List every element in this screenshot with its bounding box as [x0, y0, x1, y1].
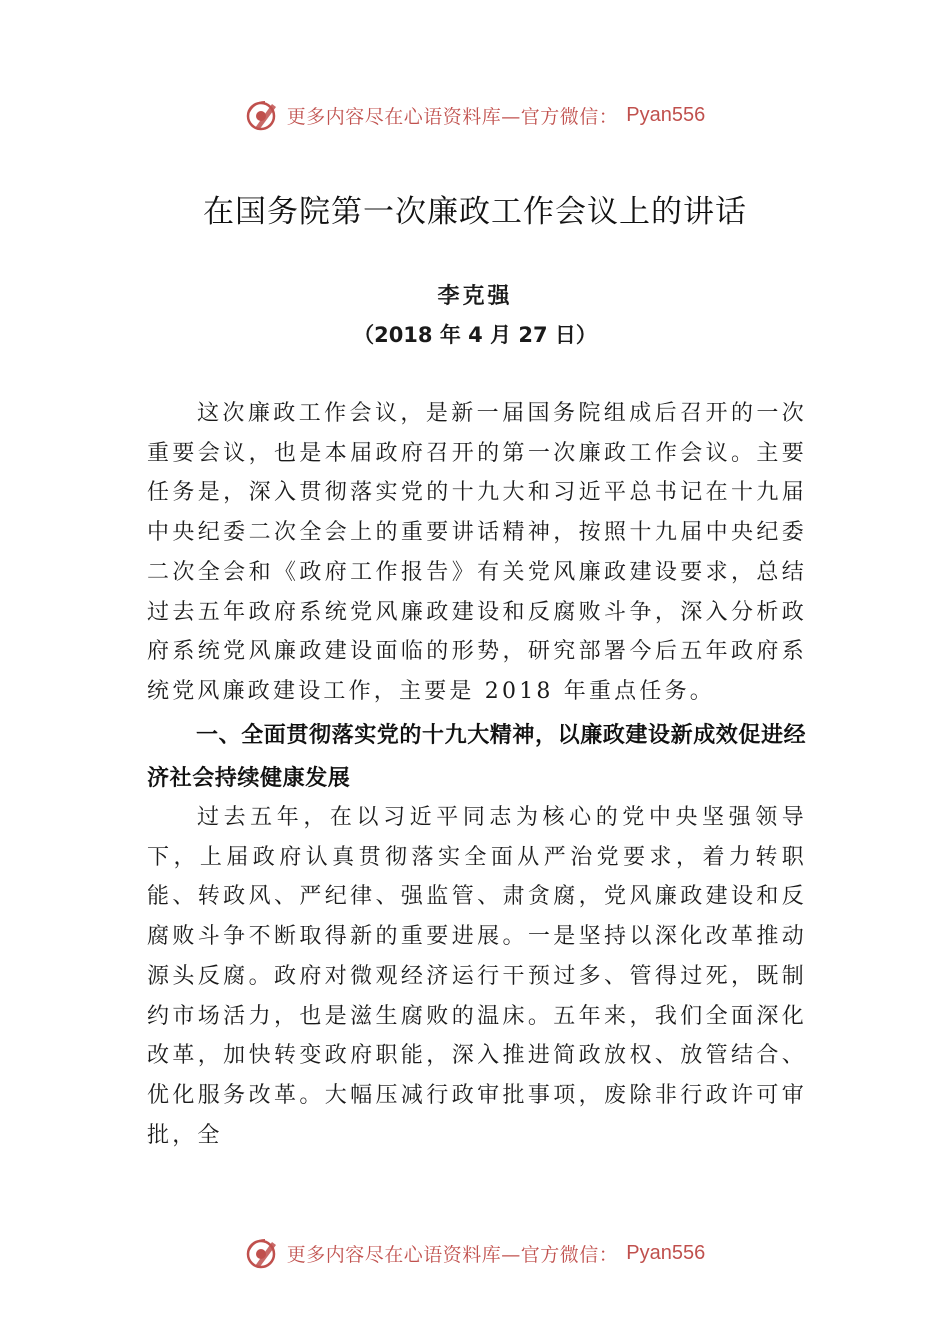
brush-logo-icon [245, 1236, 279, 1270]
footer-watermark-banner [0, 1231, 950, 1275]
watermark-text: 更多内容尽在心语资料库—官方微信： [286, 1243, 619, 1266]
brush-logo-icon [245, 98, 279, 132]
section-heading-1: 一、全面贯彻落实党的十九大精神，以廉政建设新成效促进经济社会持续健康发展 [147, 723, 807, 791]
document-date: （2018 年 4 月 27 日） [353, 323, 597, 347]
header-watermark-banner [0, 93, 950, 137]
paragraph-section-1: 过去五年，在以习近平同志为核心的党中央坚强领导下，上届政府认真贯彻落实全面从严治党要求，着力转职能、转政风、严纪律、强监管、肃贪腐，党风廉政建设和反腐败斗争不断取得新的重要进展。一是坚持以深化改革推动源头反腐。政府对微观经济运行干预过多、管得过死，既制约市场活力，也是滋生腐败的温床。五年来，我们全面深化改革，加快转变政府职能，深入推进简政放权、放管结合、优化服务改革。大幅压减行政审批事项，废除非行政许可审批，全 [147, 805, 807, 1148]
watermark-wechat-id: Pyan556 [626, 1241, 706, 1264]
paragraph-intro: 这次廉政工作会议，是新一届国务院组成后召开的一次重要会议，也是本届政府召开的第一次廉政工作会议。主要任务是，深入贯彻落实党的十九大和习近平总书记在十九届中央纪委二次全会上的重要讲话精神，按照十九届中央纪委二次全会和《政府工作报告》有关党风廉政建设要求，总结过去五年政府系统党风廉政建设和反腐败斗争，深入分析政府系统党风廉政建设面临的形势，研究部署今后五年政府系统党风廉政建设工作，主要是 2018 年重点任务。 [147, 401, 807, 704]
watermark-text: 更多内容尽在心语资料库—官方微信： [286, 105, 619, 128]
document-title: 在国务院第一次廉政工作会议上的讲话 [203, 194, 747, 230]
document-author: 李克强 [437, 284, 513, 309]
watermark-wechat-id: Pyan556 [626, 103, 706, 126]
